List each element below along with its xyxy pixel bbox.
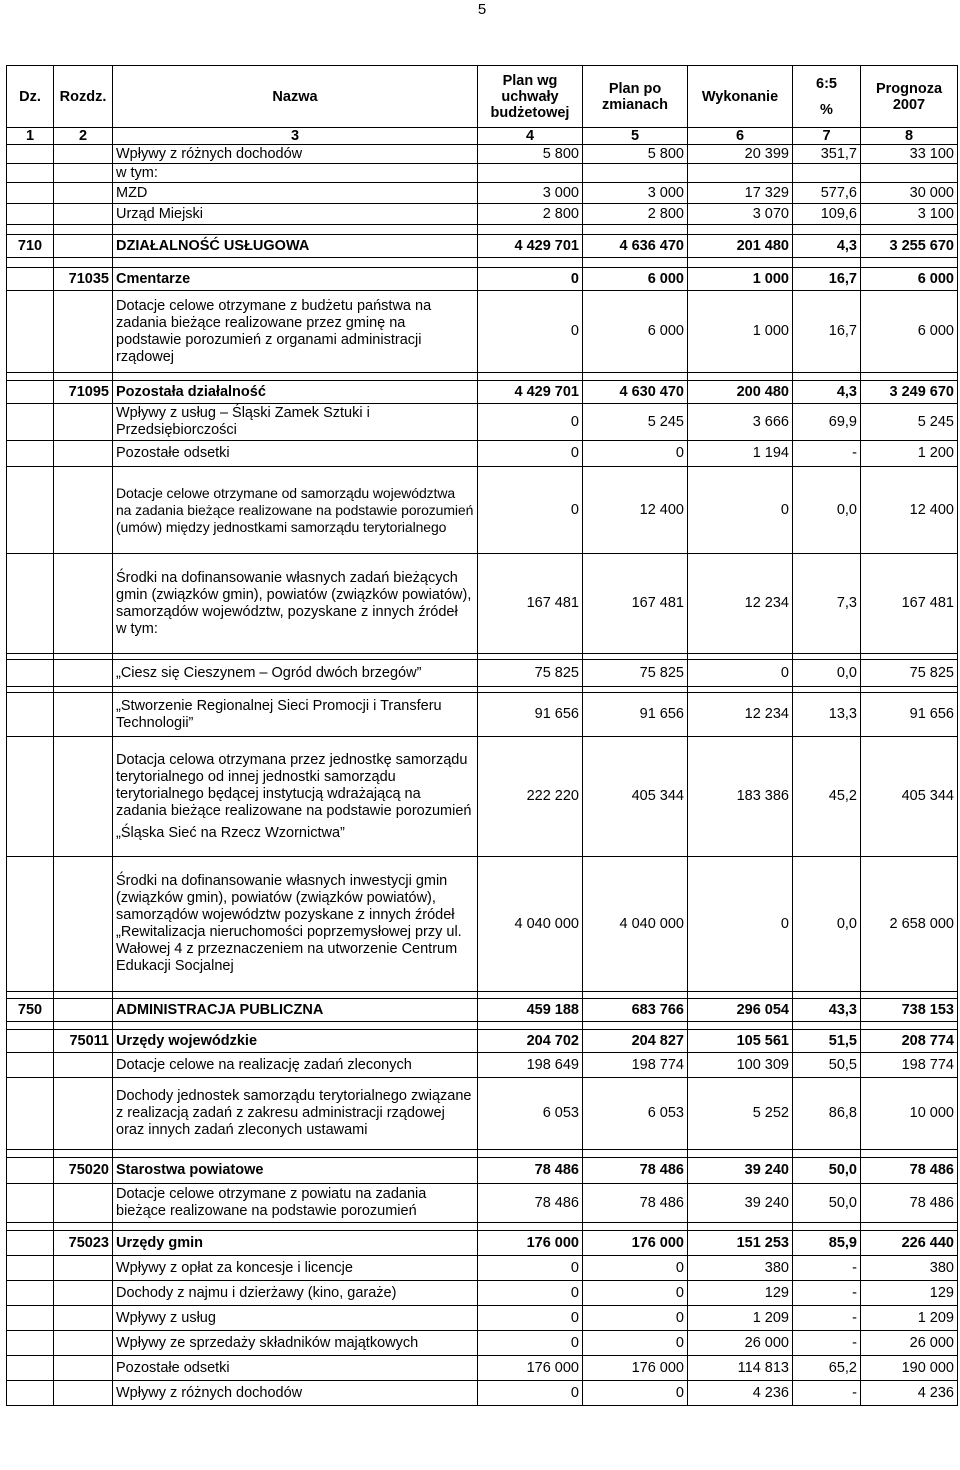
name-cell: Urzędy gmin (113, 1231, 478, 1256)
plan-after-cell: 0 (583, 1306, 688, 1331)
name-cell (113, 857, 478, 992)
forecast-cell: 1 209 (861, 1306, 958, 1331)
plan-cell: 204 702 (478, 1030, 583, 1053)
percent-cell: 45,2 (793, 737, 861, 857)
plan-after-cell: 2 800 (583, 204, 688, 225)
name-cell: w tym: (113, 164, 478, 183)
plan-cell: 5 800 (478, 145, 583, 164)
forecast-cell: 12 400 (861, 467, 958, 554)
column-number: 5 (583, 128, 688, 145)
chapter-row (7, 381, 958, 404)
execution-cell: 17 329 (688, 183, 793, 204)
execution-cell: 1 000 (688, 291, 793, 373)
plan-cell: 4 429 701 (478, 381, 583, 404)
execution-cell: 201 480 (688, 235, 793, 258)
table-row (7, 1381, 958, 1406)
execution-cell: 4 236 (688, 1381, 793, 1406)
percent-cell: - (793, 1281, 861, 1306)
forecast-cell: 167 481 (861, 554, 958, 654)
plan-cell: 0 (478, 1256, 583, 1281)
header-plan-wg: Plan wg uchwały budżetowej (478, 66, 583, 128)
name-text: Środki na dofinansowanie własnych inwestycji gmin (związków gmin), powiatów (związków powiatów), samorządów województw pozyskane z innych źródeł (116, 873, 455, 923)
chapter-row (7, 268, 958, 291)
percent-cell: - (793, 1381, 861, 1406)
forecast-cell: 198 774 (861, 1053, 958, 1078)
dz-cell (7, 268, 54, 291)
name-cell: MZD (113, 183, 478, 204)
forecast-cell (861, 164, 958, 183)
dz-cell (7, 857, 54, 992)
plan-cell: 0 (478, 404, 583, 441)
table-row (7, 467, 958, 554)
forecast-cell: 33 100 (861, 145, 958, 164)
dz-cell (7, 291, 54, 373)
table-row (7, 857, 958, 992)
percent-cell: - (793, 1306, 861, 1331)
table-row (7, 1331, 958, 1356)
table-row (7, 1356, 958, 1381)
plan-after-cell: 167 481 (583, 554, 688, 654)
rozdz-cell (54, 164, 113, 183)
plan-after-cell: 176 000 (583, 1231, 688, 1256)
chapter-row (7, 1158, 958, 1184)
dz-cell (7, 1231, 54, 1256)
plan-cell: 176 000 (478, 1356, 583, 1381)
name-text: Środki na dofinansowanie własnych zadań bieżących gmin (związków gmin), powiatów (związków powiatów), samorządów województw, pozyskane z innych źródeł (116, 569, 472, 620)
name-cell: Wpływy z usług – Śląski Zamek Sztuki i Przedsiębiorczości (113, 404, 478, 441)
section-row (7, 235, 958, 258)
execution-cell: 183 386 (688, 737, 793, 857)
rozdz-cell: 71095 (54, 381, 113, 404)
table-row (7, 1306, 958, 1331)
plan-after-cell: 12 400 (583, 467, 688, 554)
plan-cell: 75 825 (478, 660, 583, 687)
plan-after-cell: 4 630 470 (583, 381, 688, 404)
name-cell: Pozostała działalność (113, 381, 478, 404)
rozdz-cell (54, 1381, 113, 1406)
forecast-cell: 226 440 (861, 1231, 958, 1256)
name-cell: „Stworzenie Regionalnej Sieci Promocji i Transferu Technologii” (113, 693, 478, 737)
percent-cell: 351,7 (793, 145, 861, 164)
dz-cell (7, 660, 54, 687)
execution-cell: 26 000 (688, 1331, 793, 1356)
name-extra: „Śląska Sieć na Rzecz Wzornictwa” (116, 824, 345, 841)
percent-cell: 13,3 (793, 693, 861, 737)
execution-cell: 200 480 (688, 381, 793, 404)
page-number: 5 (477, 1, 487, 18)
name-cell: Wpływy z usług (113, 1306, 478, 1331)
plan-cell: 459 188 (478, 999, 583, 1022)
plan-after-cell (583, 164, 688, 183)
table-row (7, 204, 958, 225)
rozdz-cell (54, 183, 113, 204)
percent-cell: 43,3 (793, 999, 861, 1022)
percent-cell: 51,5 (793, 1030, 861, 1053)
rozdz-cell (54, 693, 113, 737)
plan-cell: 4 040 000 (478, 857, 583, 992)
percent-cell: 50,5 (793, 1053, 861, 1078)
table-row (7, 1053, 958, 1078)
name-cell: Cmentarze (113, 268, 478, 291)
dz-cell (7, 554, 54, 654)
percent-cell: 50,0 (793, 1184, 861, 1223)
execution-cell: 0 (688, 857, 793, 992)
name-cell: Dotacje celowe na realizację zadań zleconych (113, 1053, 478, 1078)
percent-cell: 85,9 (793, 1231, 861, 1256)
name-cell: „Ciesz się Cieszynem – Ogród dwóch brzegów” (113, 660, 478, 687)
rozdz-cell (54, 737, 113, 857)
percent-cell: - (793, 1256, 861, 1281)
plan-after-cell: 5 245 (583, 404, 688, 441)
spacer-row (7, 225, 958, 235)
plan-cell: 0 (478, 291, 583, 373)
plan-after-cell: 198 774 (583, 1053, 688, 1078)
dz-cell (7, 1184, 54, 1223)
forecast-cell: 190 000 (861, 1356, 958, 1381)
plan-cell: 2 800 (478, 204, 583, 225)
percent-cell: 109,6 (793, 204, 861, 225)
rozdz-cell (54, 1331, 113, 1356)
forecast-cell: 738 153 (861, 999, 958, 1022)
dz-cell (7, 145, 54, 164)
execution-cell (688, 164, 793, 183)
dz-cell (7, 1331, 54, 1356)
percent-cell: 16,7 (793, 291, 861, 373)
forecast-cell: 4 236 (861, 1381, 958, 1406)
rozdz-cell: 75011 (54, 1030, 113, 1053)
percent-cell: - (793, 441, 861, 467)
plan-after-cell: 0 (583, 1381, 688, 1406)
column-number: 8 (861, 128, 958, 145)
dz-cell (7, 467, 54, 554)
percent-cell (793, 164, 861, 183)
rozdz-cell (54, 554, 113, 654)
execution-cell: 100 309 (688, 1053, 793, 1078)
execution-cell: 380 (688, 1256, 793, 1281)
table-row (7, 1281, 958, 1306)
name-extra: „Rewitalizacja nieruchomości poprzemysłowej przy ul. Wałowej 4 z przeznaczeniem na utworzenie Centrum Edukacji Socjalnej (116, 924, 462, 974)
execution-cell: 1 209 (688, 1306, 793, 1331)
rozdz-cell: 71035 (54, 268, 113, 291)
plan-cell (478, 164, 583, 183)
rozdz-cell (54, 145, 113, 164)
name-cell: Dochody z najmu i dzierżawy (kino, garaże) (113, 1281, 478, 1306)
forecast-cell: 75 825 (861, 660, 958, 687)
header-nazwa: Nazwa (113, 66, 478, 128)
name-cell: Pozostałe odsetki (113, 441, 478, 467)
plan-cell: 198 649 (478, 1053, 583, 1078)
forecast-cell: 26 000 (861, 1331, 958, 1356)
plan-after-cell: 405 344 (583, 737, 688, 857)
rozdz-cell (54, 857, 113, 992)
execution-cell: 0 (688, 467, 793, 554)
plan-after-cell: 3 000 (583, 183, 688, 204)
spacer-row (7, 1022, 958, 1030)
percent-cell: 16,7 (793, 268, 861, 291)
header-wykonanie: Wykonanie (688, 66, 793, 128)
forecast-cell: 91 656 (861, 693, 958, 737)
name-cell: Urzędy wojewódzkie (113, 1030, 478, 1053)
forecast-cell: 30 000 (861, 183, 958, 204)
forecast-cell: 6 000 (861, 291, 958, 373)
table-row (7, 660, 958, 687)
dz-cell (7, 204, 54, 225)
header-prognoza: Prognoza 2007 (861, 66, 958, 128)
column-number: 4 (478, 128, 583, 145)
name-cell: Urząd Miejski (113, 204, 478, 225)
name-cell: DZIAŁALNOŚĆ USŁUGOWA (113, 235, 478, 258)
header-plan-po: Plan po zmianach (583, 66, 688, 128)
plan-after-cell: 6 000 (583, 291, 688, 373)
section-row (7, 999, 958, 1022)
column-number: 1 (7, 128, 54, 145)
plan-cell: 0 (478, 1381, 583, 1406)
forecast-cell: 405 344 (861, 737, 958, 857)
dz-cell (7, 183, 54, 204)
plan-cell: 167 481 (478, 554, 583, 654)
rozdz-cell (54, 660, 113, 687)
forecast-cell: 6 000 (861, 268, 958, 291)
name-cell: Dotacje celowe otrzymane z powiatu na zadania bieżące realizowane na podstawie porozumień (113, 1184, 478, 1223)
plan-cell: 6 053 (478, 1078, 583, 1150)
execution-cell: 12 234 (688, 554, 793, 654)
table-row (7, 1184, 958, 1223)
plan-cell: 176 000 (478, 1231, 583, 1256)
dz-cell (7, 441, 54, 467)
header-percent-label: % (820, 101, 833, 118)
table-row (7, 1256, 958, 1281)
percent-cell: 0,0 (793, 467, 861, 554)
forecast-cell: 3 255 670 (861, 235, 958, 258)
rozdz-cell: 75020 (54, 1158, 113, 1184)
header-rozdz: Rozdz. (54, 66, 113, 128)
dz-cell (7, 1078, 54, 1150)
column-number: 2 (54, 128, 113, 145)
plan-after-cell: 683 766 (583, 999, 688, 1022)
plan-after-cell: 6 053 (583, 1078, 688, 1150)
rozdz-cell (54, 1256, 113, 1281)
percent-cell: 7,3 (793, 554, 861, 654)
spacer-row (7, 258, 958, 268)
plan-after-cell: 0 (583, 1331, 688, 1356)
table-row (7, 183, 958, 204)
table-row (7, 693, 958, 737)
rozdz-cell (54, 235, 113, 258)
forecast-cell: 3 249 670 (861, 381, 958, 404)
plan-cell: 0 (478, 1306, 583, 1331)
spacer-row (7, 1150, 958, 1158)
name-text: Dotacja celowa otrzymana przez jednostkę samorządu terytorialnego od innej jednostki samorządu terytorialnego będącej instytucją wdrażającą na zadania bieżące realizowane na podstawie porozumień (116, 751, 472, 819)
name-cell: Wpływy ze sprzedaży składników majątkowych (113, 1331, 478, 1356)
table-row (7, 441, 958, 467)
dz-cell (7, 1306, 54, 1331)
execution-cell: 39 240 (688, 1184, 793, 1223)
execution-cell: 296 054 (688, 999, 793, 1022)
header-ratio-label: 6:5 (816, 75, 837, 92)
dz-cell (7, 1381, 54, 1406)
name-cell: Starostwa powiatowe (113, 1158, 478, 1184)
plan-after-cell: 204 827 (583, 1030, 688, 1053)
column-number-row (7, 128, 958, 145)
plan-after-cell: 91 656 (583, 693, 688, 737)
execution-cell: 3 666 (688, 404, 793, 441)
header-ratio (793, 66, 861, 128)
execution-cell: 12 234 (688, 693, 793, 737)
execution-cell: 20 399 (688, 145, 793, 164)
name-cell: Dochody jednostek samorządu terytorialnego związane z realizacją zadań z zakresu administracji rządowej oraz innych zadań zleconych ustawami (113, 1078, 478, 1150)
plan-after-cell: 0 (583, 441, 688, 467)
table-row (7, 145, 958, 164)
execution-cell: 114 813 (688, 1356, 793, 1381)
table-row (7, 291, 958, 373)
percent-cell: 577,6 (793, 183, 861, 204)
execution-cell: 3 070 (688, 204, 793, 225)
plan-cell: 0 (478, 441, 583, 467)
header-row (7, 66, 958, 128)
execution-cell: 39 240 (688, 1158, 793, 1184)
plan-cell: 78 486 (478, 1184, 583, 1223)
spacer-row (7, 1223, 958, 1231)
forecast-cell: 2 658 000 (861, 857, 958, 992)
forecast-cell: 78 486 (861, 1184, 958, 1223)
rozdz-cell (54, 291, 113, 373)
forecast-cell: 10 000 (861, 1078, 958, 1150)
rozdz-cell (54, 204, 113, 225)
percent-cell: - (793, 1331, 861, 1356)
plan-after-cell: 0 (583, 1256, 688, 1281)
plan-after-cell: 78 486 (583, 1158, 688, 1184)
header-dz: Dz. (7, 66, 54, 128)
percent-cell: 86,8 (793, 1078, 861, 1150)
dz-cell (7, 693, 54, 737)
rozdz-cell (54, 441, 113, 467)
percent-cell: 4,3 (793, 235, 861, 258)
plan-after-cell: 0 (583, 1281, 688, 1306)
forecast-cell: 208 774 (861, 1030, 958, 1053)
rozdz-cell (54, 467, 113, 554)
dz-cell (7, 1158, 54, 1184)
percent-cell: 69,9 (793, 404, 861, 441)
rozdz-cell (54, 1078, 113, 1150)
plan-cell: 78 486 (478, 1158, 583, 1184)
execution-cell: 151 253 (688, 1231, 793, 1256)
forecast-cell: 380 (861, 1256, 958, 1281)
execution-cell: 105 561 (688, 1030, 793, 1053)
plan-cell: 3 000 (478, 183, 583, 204)
name-cell: Dotacje celowe otrzymane z budżetu państwa na zadania bieżące realizowane przez gminę na podstawie porozumień z organami administracji rządowej (113, 291, 478, 373)
name-cell: Dotacje celowe otrzymane od samorządu województwa na zadania bieżące realizowane na podstawie porozumień (umów) między jednostkami samorządu terytorialnego (113, 467, 478, 554)
execution-cell: 5 252 (688, 1078, 793, 1150)
dz-cell: 710 (7, 235, 54, 258)
dz-cell (7, 737, 54, 857)
rozdz-cell (54, 1053, 113, 1078)
dz-cell (7, 1356, 54, 1381)
rozdz-cell (54, 1281, 113, 1306)
plan-cell: 0 (478, 1331, 583, 1356)
column-number: 3 (113, 128, 478, 145)
plan-after-cell: 6 000 (583, 268, 688, 291)
plan-after-cell: 5 800 (583, 145, 688, 164)
execution-cell: 0 (688, 660, 793, 687)
plan-after-cell: 176 000 (583, 1356, 688, 1381)
table-row (7, 554, 958, 654)
execution-cell: 129 (688, 1281, 793, 1306)
name-cell: ADMINISTRACJA PUBLICZNA (113, 999, 478, 1022)
chapter-row (7, 1231, 958, 1256)
table-row (7, 404, 958, 441)
rozdz-cell (54, 1184, 113, 1223)
percent-cell: 0,0 (793, 857, 861, 992)
column-number: 6 (688, 128, 793, 145)
rozdz-cell: 75023 (54, 1231, 113, 1256)
forecast-cell: 3 100 (861, 204, 958, 225)
dz-cell (7, 1256, 54, 1281)
dz-cell (7, 164, 54, 183)
chapter-row (7, 1030, 958, 1053)
dz-cell (7, 1030, 54, 1053)
plan-cell: 4 429 701 (478, 235, 583, 258)
percent-cell: 50,0 (793, 1158, 861, 1184)
name-cell (113, 737, 478, 857)
plan-after-cell: 4 636 470 (583, 235, 688, 258)
spacer-row (7, 373, 958, 381)
spacer-row (7, 992, 958, 999)
name-cell: Pozostałe odsetki (113, 1356, 478, 1381)
rozdz-cell (54, 1306, 113, 1331)
rozdz-cell (54, 1356, 113, 1381)
forecast-cell: 78 486 (861, 1158, 958, 1184)
dz-cell (7, 404, 54, 441)
plan-after-cell: 75 825 (583, 660, 688, 687)
budget-table (6, 65, 958, 1406)
dz-cell: 750 (7, 999, 54, 1022)
forecast-cell: 5 245 (861, 404, 958, 441)
table-row (7, 1078, 958, 1150)
name-cell: Wpływy z opłat za koncesje i licencje (113, 1256, 478, 1281)
plan-cell: 0 (478, 268, 583, 291)
table-row (7, 164, 958, 183)
plan-cell: 0 (478, 467, 583, 554)
plan-cell: 0 (478, 1281, 583, 1306)
dz-cell (7, 1281, 54, 1306)
execution-cell: 1 000 (688, 268, 793, 291)
dz-cell (7, 381, 54, 404)
table-row (7, 737, 958, 857)
percent-cell: 65,2 (793, 1356, 861, 1381)
forecast-cell: 1 200 (861, 441, 958, 467)
forecast-cell: 129 (861, 1281, 958, 1306)
plan-cell: 222 220 (478, 737, 583, 857)
percent-cell: 4,3 (793, 381, 861, 404)
column-number: 7 (793, 128, 861, 145)
name-cell: Wpływy z różnych dochodów (113, 1381, 478, 1406)
rozdz-cell (54, 999, 113, 1022)
plan-after-cell: 78 486 (583, 1184, 688, 1223)
percent-cell: 0,0 (793, 660, 861, 687)
name-extra: w tym: (116, 620, 158, 637)
plan-after-cell: 4 040 000 (583, 857, 688, 992)
name-cell (113, 554, 478, 654)
plan-cell: 91 656 (478, 693, 583, 737)
rozdz-cell (54, 404, 113, 441)
dz-cell (7, 1053, 54, 1078)
name-cell: Wpływy z różnych dochodów (113, 145, 478, 164)
execution-cell: 1 194 (688, 441, 793, 467)
